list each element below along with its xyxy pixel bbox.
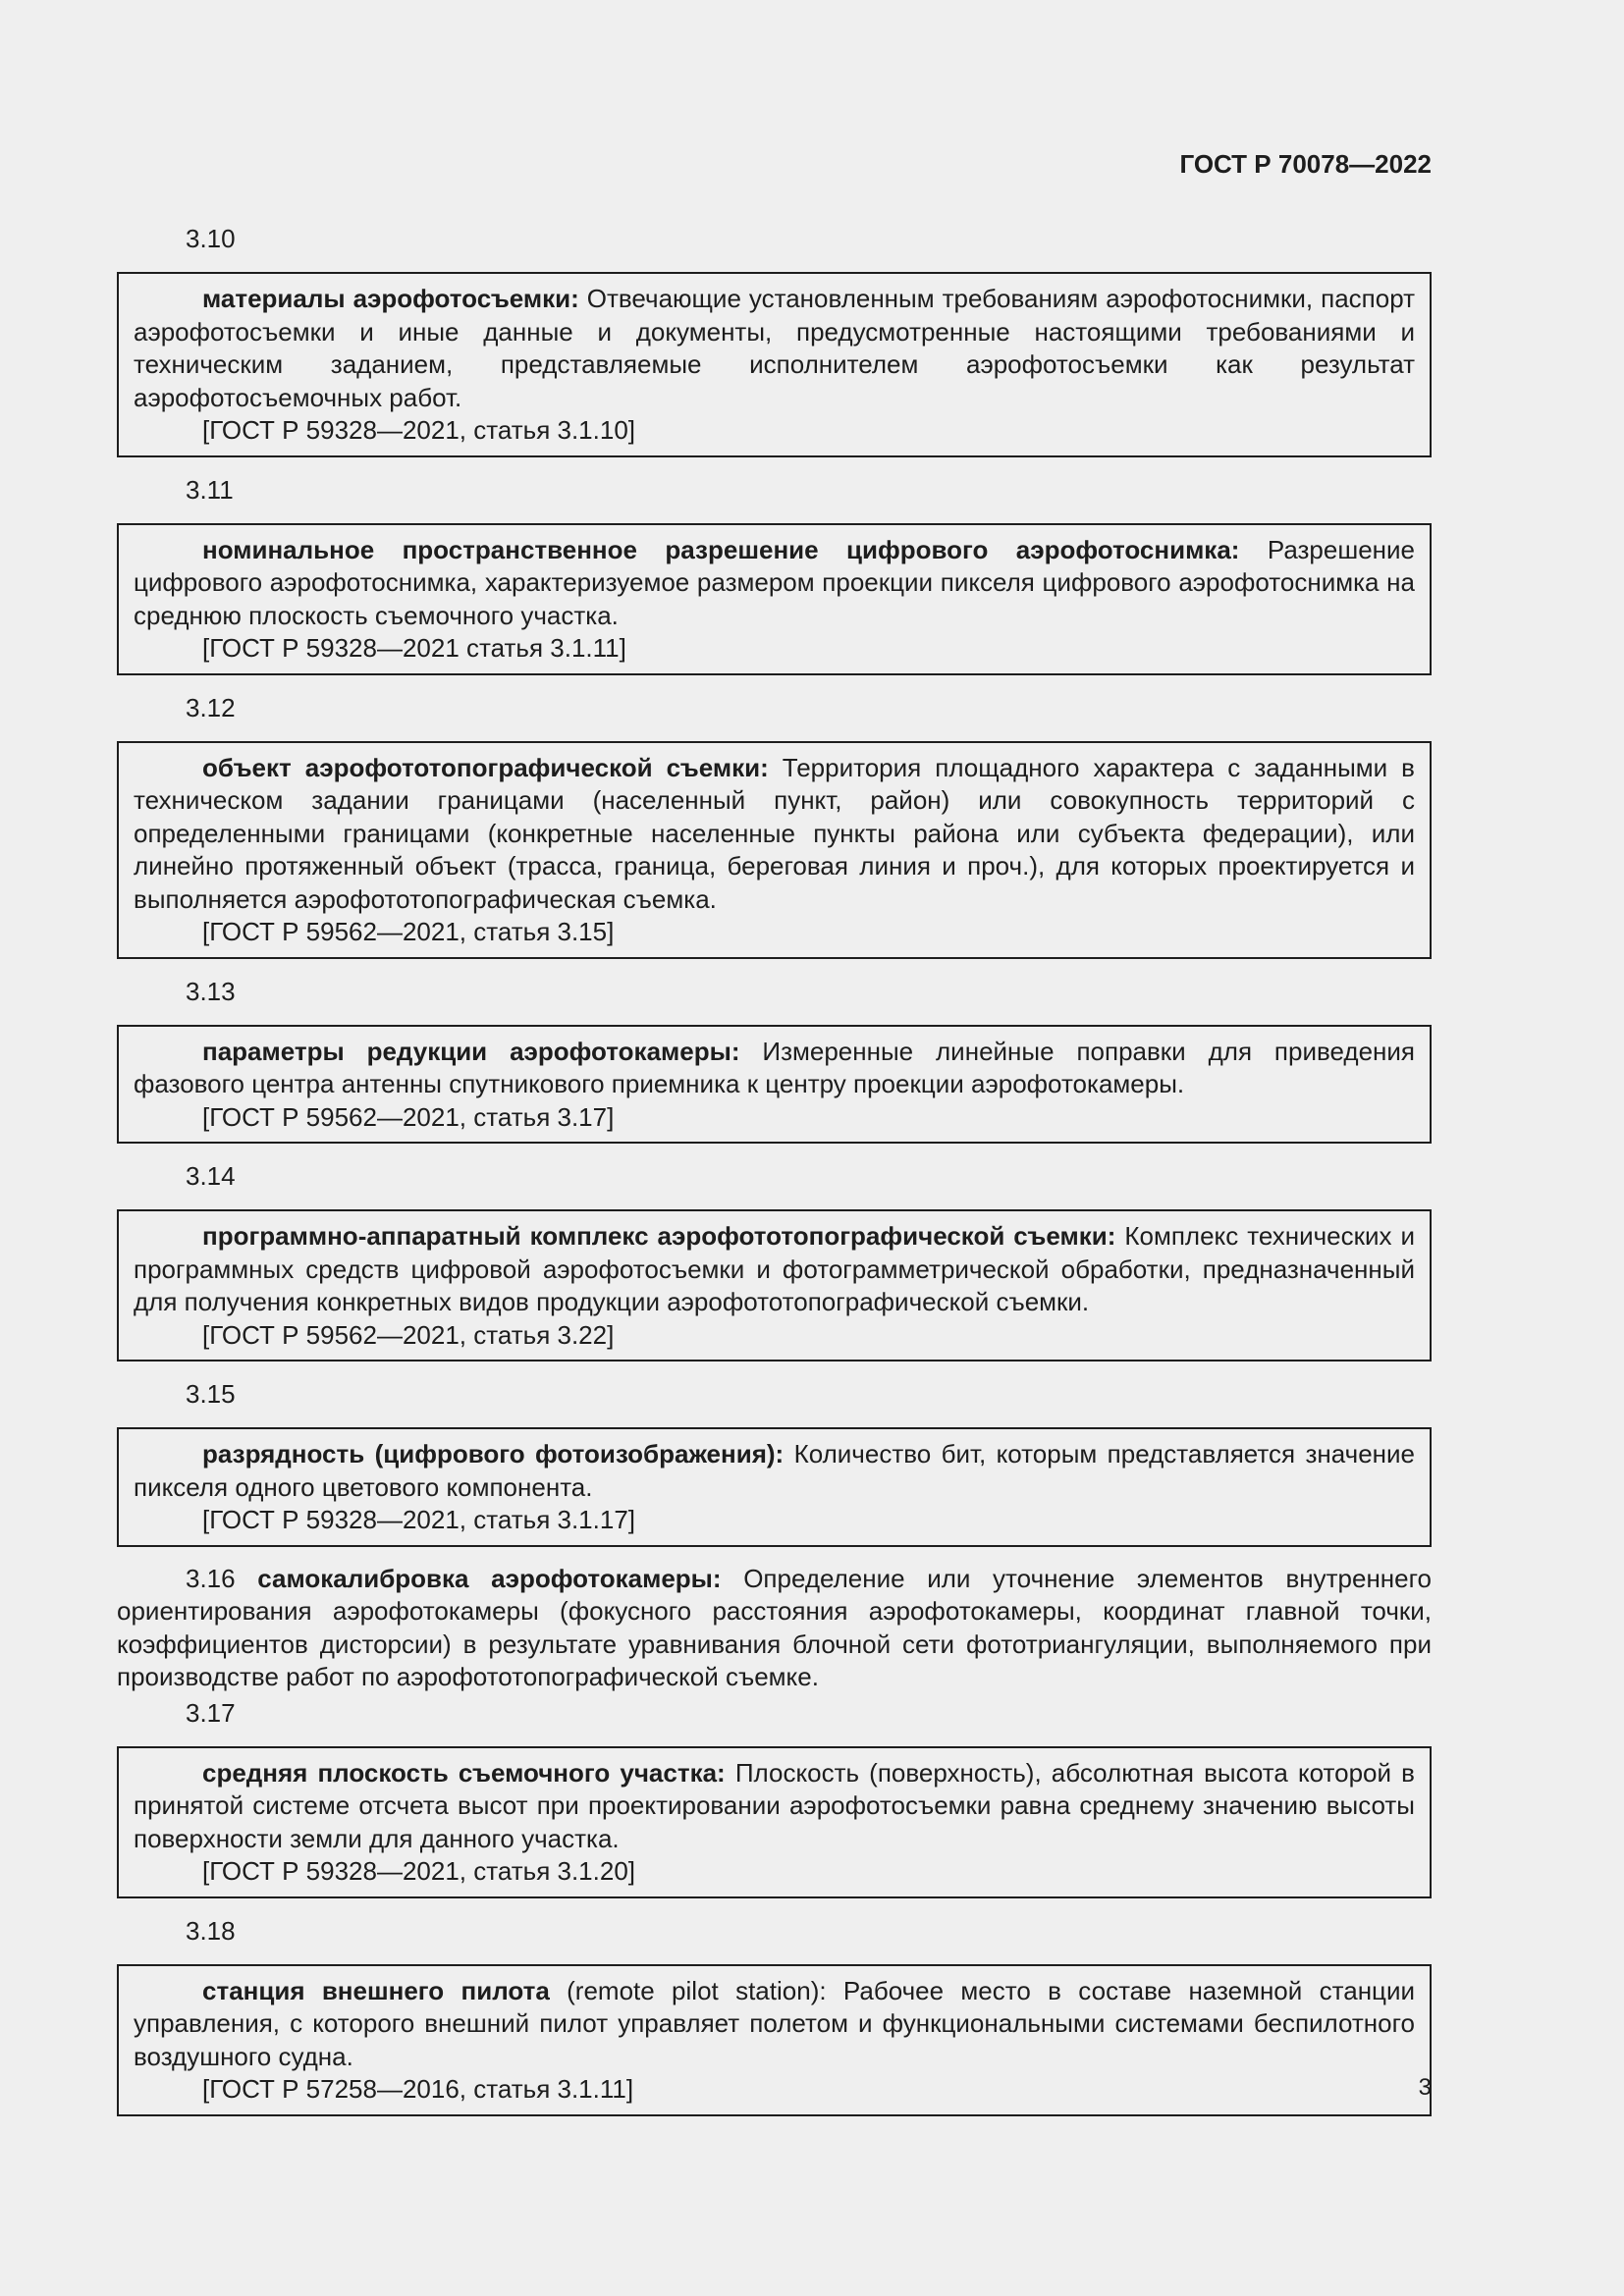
term-number: 3.14 [186,1161,236,1191]
term-text: (remote pilot station): Рабочее место в составе наземной станции управления, с которого внешний пилот управляет полетом и функциональными системами беспилотного воздушного судна. [134,1975,1415,2071]
term-title: разрядность (цифрового фотоизображения): [202,1439,785,1468]
term-entry-3-15 [117,1377,1432,1547]
page-number: 3 [1418,2074,1432,2101]
term-entry-3-18 [117,1914,1432,2116]
term-text: Разрешение цифрового аэрофотоснимка, характеризуемое размером проекции пикселя цифрового аэрофотоснимка на среднюю плоскость съемочного участка. [134,534,1415,630]
term-title: объект аэрофототопографической съемки: [202,752,769,782]
term-source: [ГОСТ Р 59328—2021 статья 3.1.11] [202,633,626,663]
term-source: [ГОСТ Р 57258—2016, статья 3.1.11] [202,2074,634,2104]
term-definition [134,1757,1415,1856]
term-entry-3-12 [117,691,1432,959]
term-entry-3-16 [117,1563,1432,1694]
term-title: программно-аппаратный комплекс аэрофототопографической съемки: [202,1221,1116,1251]
term-text: Отвечающие установленным требованиям аэрофотоснимки, паспорт аэрофотосъемки и иные данные и документы, предусмотренные настоящими требованиями и техническим заданием, представляемые исполнителем аэрофотосъемки как результат аэрофотосъемочных работ. [134,284,1415,412]
term-definition [134,1220,1415,1319]
term-number: 3.13 [186,976,236,1006]
term-number: 3.18 [186,1915,236,1946]
term-definition-box [117,523,1432,675]
term-definition [134,752,1415,917]
term-number: 3.12 [186,692,236,722]
term-title: материалы аэрофотосъемки: [202,284,579,313]
term-number: 3.16 [186,1563,236,1593]
term-definition [134,1036,1415,1101]
term-title: самокалибровка аэрофотокамеры: [257,1563,722,1593]
term-definition [134,1975,1415,2074]
term-source: [ГОСТ Р 59562—2021, статья 3.17] [202,1101,615,1132]
term-number: 3.10 [186,224,236,253]
terms-section [117,222,1432,2132]
term-entry-3-17 [117,1696,1432,1898]
term-text: Территория площадного характера с заданными в техническом задании границами (населенный пункт, район) или совокупность территорий с определенными границами (конкретные населенные пункты района или субъекта федерации), или линейно протяженный объект (трасса, граница, береговая линия и проч.), для которых проектируется и выполняется аэрофототопографическая съемка. [134,752,1415,914]
document-header: ГОСТ Р 70078—2022 [1179,149,1432,179]
term-number: 3.17 [186,1697,236,1728]
term-definition-box [117,1025,1432,1145]
term-definition-box [117,1746,1432,1898]
term-entry-3-13 [117,975,1432,1145]
term-definition [134,534,1415,633]
term-definition [134,1438,1415,1504]
term-source: [ГОСТ Р 59328—2021, статья 3.1.10] [202,415,636,445]
term-definition-box [117,1427,1432,1547]
term-definition-box [117,741,1432,959]
term-source: [ГОСТ Р 59328—2021, статья 3.1.20] [202,1856,636,1886]
term-entry-3-14 [117,1159,1432,1362]
term-text: Плоскость (поверхность), абсолютная высота которой в принятой системе отсчета высот при проектировании аэрофотосъемки равна среднему значению высоты поверхности земли для данного участка. [134,1757,1415,1853]
term-number: 3.15 [186,1379,236,1409]
term-source: [ГОСТ Р 59328—2021, статья 3.1.17] [202,1505,636,1534]
term-text: Количество бит, которым представляется значение пикселя одного цветового компонента. [134,1439,1415,1502]
term-definition-box [117,1209,1432,1362]
term-text: Измеренные линейные поправки для приведения фазового центра антенны спутникового приемника к центру проекции аэрофотокамеры. [134,1036,1415,1098]
term-definition [117,1563,1432,1694]
term-definition-box [117,1964,1432,2116]
term-definition-box [117,272,1432,457]
term-text: Определение или уточнение элементов внутреннего ориентирования аэрофотокамеры (фокусного расстояния аэрофотокамеры, координат главной точки, коэффициентов дисторсии) в результате уравнивания блочной сети фототриангуляции, выполняемого при производстве работ по аэрофототопографической съемке. [117,1563,1432,1691]
term-text: Комплекс технических и программных средств цифровой аэрофотосъемки и фотограмметрической обработки, предназначенный для получения конкретных видов продукции аэрофототопографической съемки. [134,1221,1415,1316]
term-entry-3-10 [117,222,1432,457]
term-definition [134,283,1415,414]
term-title: параметры редукции аэрофотокамеры: [202,1036,740,1066]
term-source: [ГОСТ Р 59562—2021, статья 3.22] [202,1319,615,1350]
term-title: станция внешнего пилота [202,1975,550,2005]
term-entry-3-11 [117,473,1432,675]
term-source: [ГОСТ Р 59562—2021, статья 3.15] [202,917,615,946]
term-title: номинальное пространственное разрешение цифрового аэрофотоснимка: [202,534,1240,564]
term-number: 3.11 [186,474,234,505]
term-title: средняя плоскость съемочного участка: [202,1757,726,1788]
